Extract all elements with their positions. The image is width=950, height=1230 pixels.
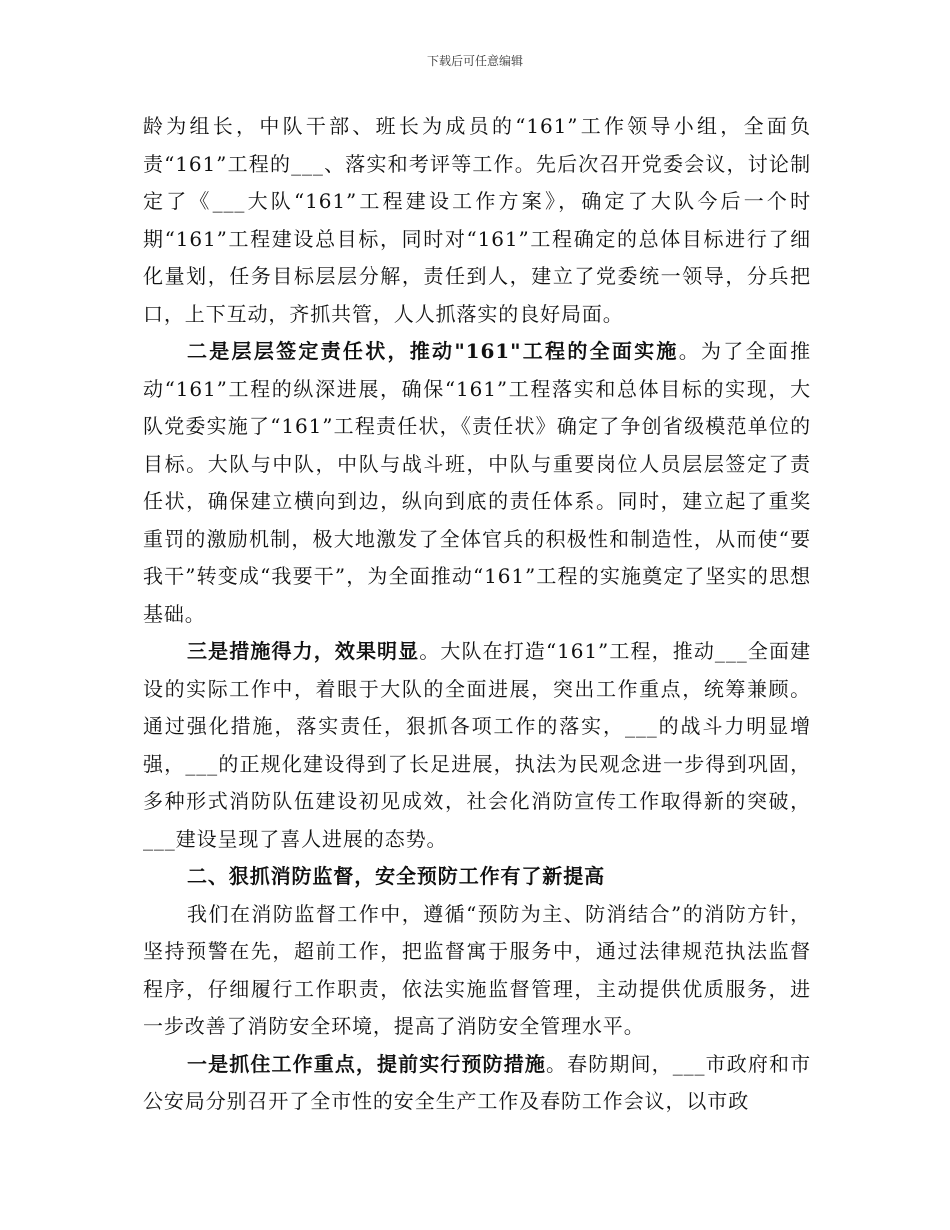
section-heading-text: 二、狠抓消防监督，安全预防工作有了新提高 bbox=[187, 864, 605, 888]
paragraph-text: 我们在消防监督工作中，遵循“预防为主、防消结合”的消防方针，坚持预警在先，超前工作，把监督寓于服务中，通过法律规范执法监督程序，仔细履行工作职责，依法实施监督管理，主动提供优质服务，进一步改善了消防安全环境，提高了消防安全管理水平。 bbox=[143, 901, 811, 1038]
paragraph-lead: 三是措施得力，效果明显 bbox=[187, 639, 420, 663]
paragraph-text: 龄为组长，中队干部、班长为成员的“161”工作领导小组，全面负责“161”工程的___、落实和考评等工作。先后次召开党委会议，讨论制定了《___大队“161”工程建设工作方案》，确定了大队今后一个时期“161”工程建设总目标，同时对“161”工程确定的总体目标进行了细化量划，任务目标层层分解，责任到人，建立了党委统一领导，分兵把口，上下互动，齐抓共管，人人抓落实的良好局面。 bbox=[143, 114, 811, 326]
paragraph-supervision bbox=[143, 896, 811, 1046]
paragraph-text: 。为了全面推动“161”工程的纵深进展，确保“161”工程落实和总体目标的实现，大队党委实施了“161”工程责任状，《责任状》确定了争创省级模范单位的目标。大队与中队，中队与战斗班，中队与重要岗位人员层层签定了责任状，确保建立横向到边，纵向到底的责任体系。同时，建立起了重奖重罚的激励机制，极大地激发了全体官兵的积极性和制造性，从而使“要我干”转变成“我要干”，为全面推动“161”工程的实施奠定了坚实的思想基础。 bbox=[143, 339, 812, 626]
paragraph-lead: 一是抓住工作重点，提前实行预防措施 bbox=[187, 1051, 546, 1076]
page-header: 下载后可任意编辑 bbox=[426, 54, 523, 68]
paragraph-continuation bbox=[143, 108, 811, 333]
paragraph-responsibility bbox=[143, 333, 811, 633]
document-body bbox=[143, 108, 811, 1121]
paragraph-text: 。大队在打造“161”工程，推动___全面建设的实际工作中，着眼于大队的全面进展，突出工作重点，统筹兼顾。通过强化措施，落实责任，狠抓各项工作的落实，___的战斗力明显增强，___的正规化建设得到了长足进展，执法为民观念进一步得到巩固，多种形式消防队伍建设初见成效，社会化消防宣传工作取得新的突破，___建设呈现了喜人进展的态势。 bbox=[143, 639, 811, 851]
section-heading bbox=[143, 858, 811, 896]
paragraph-measures bbox=[143, 633, 811, 858]
paragraph-key-work bbox=[143, 1046, 811, 1121]
paragraph-text: 。春防期间，___市政府和市公安局分别召开了全市性的安全生产工作及春防工作会议，以市政 bbox=[143, 1051, 811, 1113]
paragraph-lead: 二是层层签定责任状，推动"161"工程的全面实施 bbox=[187, 339, 679, 363]
